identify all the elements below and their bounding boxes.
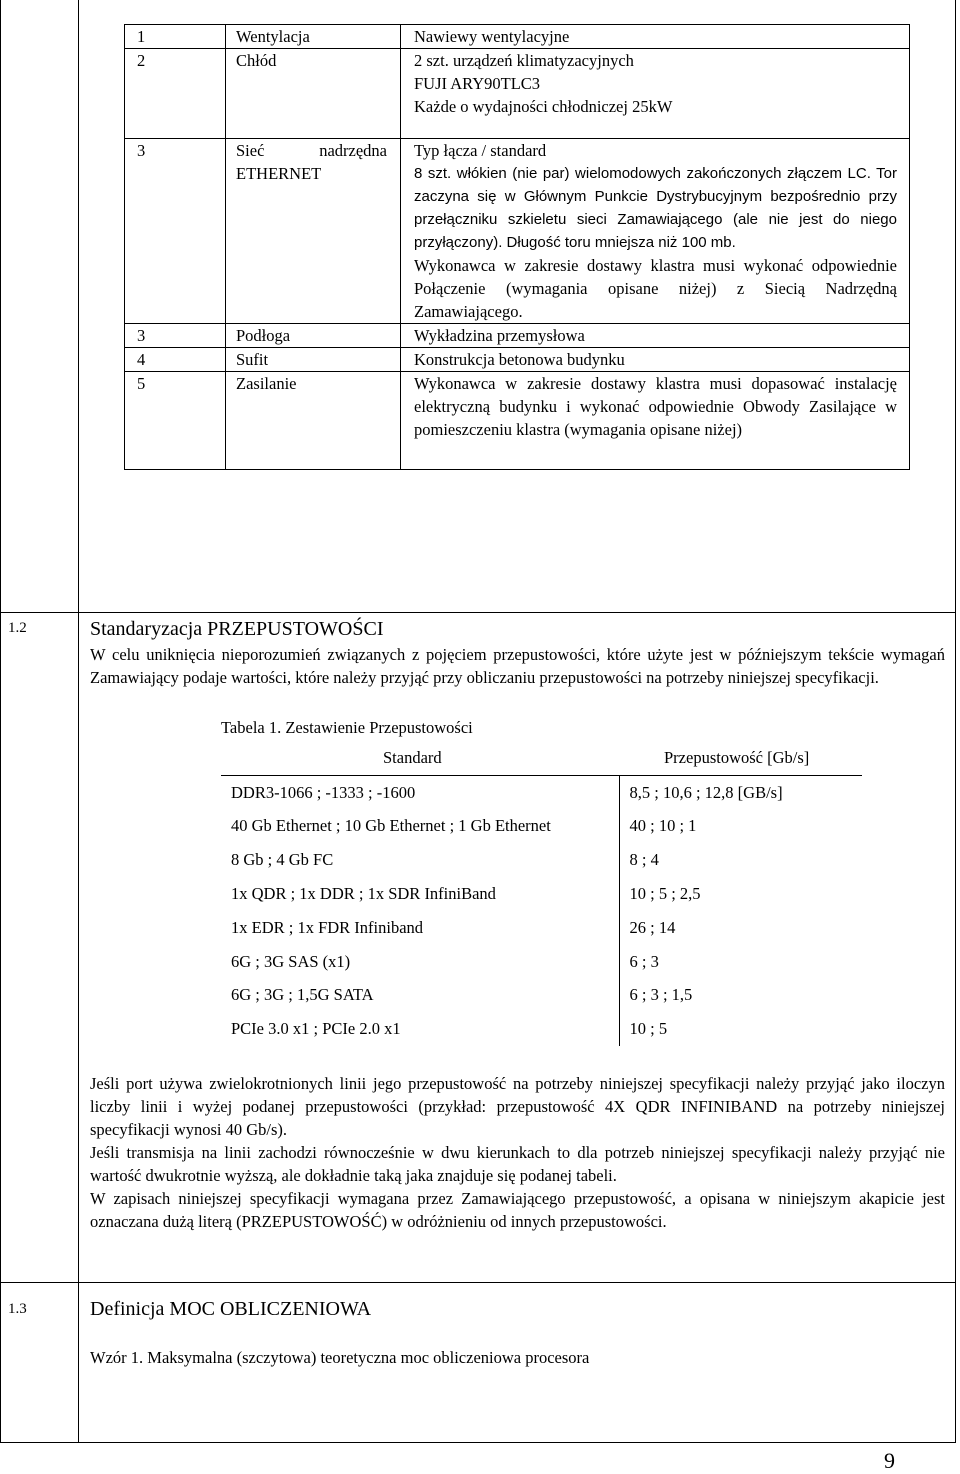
requirements-table: [124, 24, 910, 470]
desc-line: 2 szt. urządzeń klimatyzacyjnych: [414, 51, 634, 70]
desc-paragraph: 8 szt. włókien (nie par) wielomodowych zakończonych złączem LC. Tor zaczyna się w Głównym Punkcie Dystrybucyjnym bezpośrednio przy przełączniku szkieletu sieci Zamawiającego (ale nie jest do niego przyłączony). Długość toru mniejsza niż 100 mb.: [414, 165, 897, 251]
table-row: [221, 1012, 862, 1046]
cell-standard: 6G ; 3G ; 1,5G SATA: [231, 985, 374, 1005]
frame-inner-line: [78, 0, 79, 612]
table-row: [125, 348, 910, 372]
paragraph: Jeśli port używa zwielokrotnionych linii jego przepustowość na potrzeby niniejszej specyfikacji należy przyjąć jako iloczyn liczby linii i wyżej podanej przepustowości (przykład: przepustowość 4X QDR INFINIBAND na potrzeby niniejszej specyfikacji wynosi 40 Gb/s).: [90, 1074, 945, 1139]
section-title: Standaryzacja PRZEPUSTOWOŚCI: [90, 618, 384, 640]
section-number: 1.3: [8, 1301, 27, 1317]
cell-standard: 6G ; 3G SAS (x1): [231, 951, 351, 971]
desc-paragraph: Wykonawca w zakresie dostawy klastra musi wykonać odpowiednie Połączenie (wymagania opisane niżej) z Siecią Nadrzędną Zamawiającego.: [414, 256, 897, 321]
row-number: 1: [125, 25, 226, 49]
row-name: Chłód: [226, 49, 401, 139]
column-header: Przepustowość [Gb/s]: [619, 741, 862, 775]
page-number: 9: [884, 1448, 895, 1473]
desc-line: Wykładzina przemysłowa: [414, 326, 585, 345]
row-name: Zasilanie: [226, 372, 401, 470]
section-intro: W celu uniknięcia nieporozumień związanych z pojęciem przepustowości, które użyte jest w późniejszym tekście wymagań Zamawiający podaje wartości, które należy przyjąć przy obliczaniu przepustowości na potrzeby niniejszej specyfikacji.: [90, 645, 945, 687]
cell-standard: 40 Gb Ethernet ; 10 Gb Ethernet ; 1 Gb Ethernet: [231, 816, 551, 836]
row-name: Wentylacja: [226, 25, 401, 49]
row-description: [401, 25, 910, 49]
formula-caption: Wzór 1. Maksymalna (szczytowa) teoretyczna moc obliczeniowa procesora: [90, 1348, 590, 1367]
section-title: Definicja MOC OBLICZENIOWA: [90, 1298, 372, 1320]
frame-right-line: [955, 0, 956, 1442]
row-description: [401, 49, 910, 139]
row-description: [401, 324, 910, 348]
desc-line: Każde o wydajności chłodniczej 25kW: [414, 97, 673, 116]
column-header: Standard: [221, 741, 619, 775]
row-description: [401, 139, 910, 324]
row-description: [401, 348, 910, 372]
row-name: Sieć nadrzędna ETHERNET: [226, 139, 401, 324]
table-row: [221, 877, 862, 911]
row-name: Podłoga: [226, 324, 401, 348]
frame-divider-2: [0, 1282, 956, 1283]
throughput-table: [221, 741, 862, 1046]
desc-line: FUJI ARY90TLC3: [414, 74, 541, 93]
table-row: [221, 810, 862, 844]
row-name: Sufit: [226, 348, 401, 372]
cell-throughput: 10 ; 5 ; 2,5: [619, 877, 862, 911]
cell-throughput: 6 ; 3: [619, 945, 862, 979]
cell-standard: 1x EDR ; 1x FDR Infiniband: [231, 917, 424, 937]
desc-line: Nawiewy wentylacyjne: [414, 27, 570, 46]
table-row: [221, 911, 862, 945]
frame-bottom-line: [0, 1442, 956, 1443]
table-caption: Tabela 1. Zestawienie Przepustowości: [221, 718, 473, 737]
cell-throughput: 26 ; 14: [619, 911, 862, 945]
row-number: 5: [125, 372, 226, 470]
table-row: [125, 372, 910, 470]
frame-left-line: [0, 0, 1, 1442]
paragraph: Jeśli transmisja na linii zachodzi równocześnie w dwu kierunkach to dla potrzeb niniejszej specyfikacji należy przyjąć nie wartość dwukrotnie wyższą, ale dokładnie taką jaka znajduje się podanej tabeli.: [90, 1143, 945, 1185]
cell-throughput: 8 ; 4: [619, 843, 862, 877]
cell-throughput: 40 ; 10 ; 1: [619, 810, 862, 844]
table-row: [125, 25, 910, 49]
table-row: [125, 324, 910, 348]
table-row: [221, 843, 862, 877]
paragraph: W zapisach niniejszej specyfikacji wymagana przez Zamawiającego przepustowość, a opisana w niniejszym akapicie jest oznaczana dużą literą (PRZEPUSTOWOŚĆ) w odróżnieniu od innych przepustowości.: [90, 1189, 945, 1231]
table-row: [221, 775, 862, 809]
cell-standard: 8 Gb ; 4 Gb FC: [231, 850, 334, 870]
cell-throughput: 10 ; 5: [619, 1012, 862, 1046]
table-row: [125, 49, 910, 139]
frame-section-1-2-divider: [78, 612, 79, 1282]
desc-line: Typ łącza / standard: [414, 141, 547, 160]
cell-standard: 1x QDR ; 1x DDR ; 1x SDR InfiniBand: [231, 884, 496, 904]
row-number: 3: [125, 139, 226, 324]
row-number: 2: [125, 49, 226, 139]
cell-throughput: 6 ; 3 ; 1,5: [619, 979, 862, 1013]
frame-section-1-3-divider: [78, 1282, 79, 1442]
section-number: 1.2: [8, 620, 27, 636]
cell-standard: DDR3-1066 ; -1333 ; -1600: [231, 782, 416, 802]
table-row: [125, 139, 910, 324]
row-number: 4: [125, 348, 226, 372]
row-number: 3: [125, 324, 226, 348]
cell-throughput: 8,5 ; 10,6 ; 12,8 [GB/s]: [619, 775, 862, 809]
table-header-row: [221, 741, 862, 775]
desc-line: Konstrukcja betonowa budynku: [414, 350, 625, 369]
table-row: [221, 979, 862, 1013]
frame-divider-1: [0, 612, 956, 613]
row-description: Wykonawca w zakresie dostawy klastra musi dopasować instalację elektryczną budynku i wykonać odpowiednie Obwody Zasilające w pomieszczeniu klastra (wymagania opisane niżej): [401, 372, 910, 470]
table-row: [221, 945, 862, 979]
cell-standard: PCIe 3.0 x1 ; PCIe 2.0 x1: [231, 1019, 401, 1039]
